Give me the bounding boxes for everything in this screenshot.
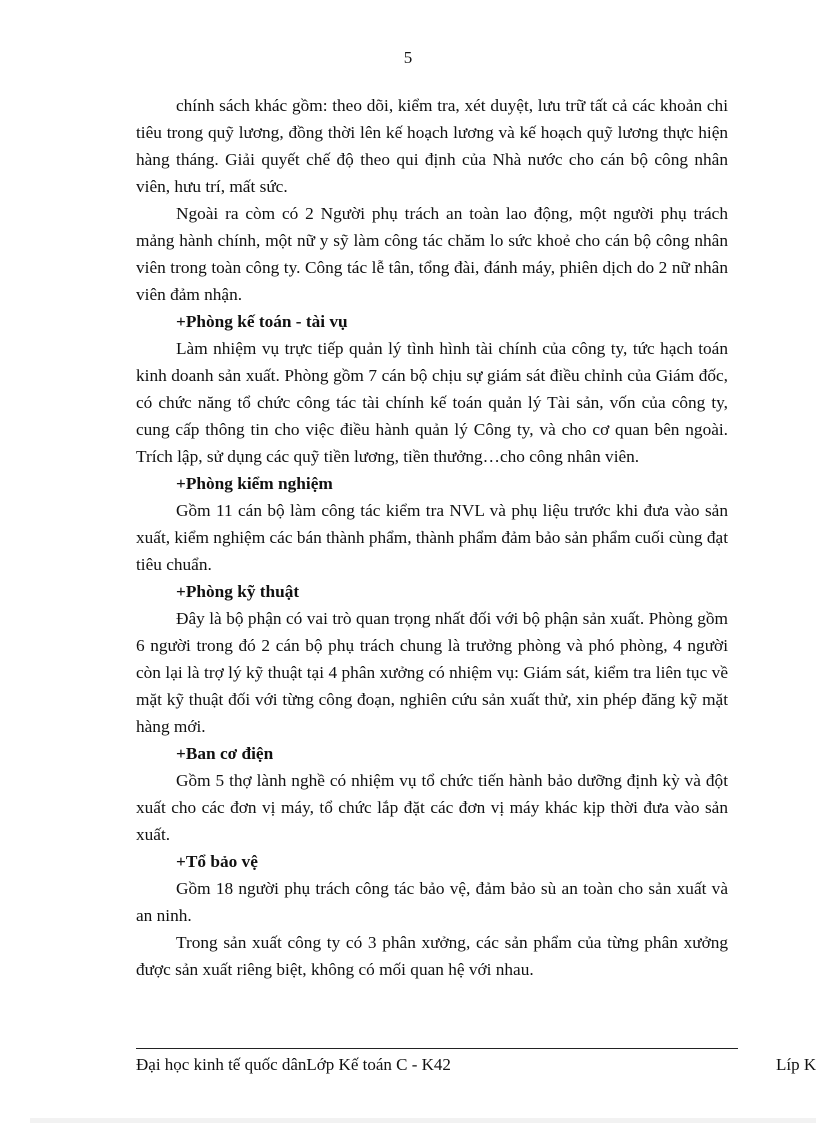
footer-divider — [136, 1048, 738, 1049]
paragraph-electromechanical-unit: Gồm 5 thợ lành nghề có nhiệm vụ tổ chức tiến hành bảo dưỡng định kỳ và đột xuất cho các đơn vị máy, tổ chức lắp đặt các đơn vị máy khác kịp thời đưa vào sản xuất. — [136, 771, 728, 844]
paragraph-production-workshops: Trong sản xuất công ty có 3 phân xưởng, các sản phẩm của từng phân xưởng được sản xuất riêng biệt, không có mối quan hệ với nhau. — [136, 933, 728, 979]
paragraph-additional-staff: Ngoài ra còm có 2 Người phụ trách an toàn lao động, một người phụ trách mảng hành chính, một nữ y sỹ làm công tác chăm lo sức khoẻ cho cán bộ công nhân viên trong toàn công ty. Công tác lễ tân, tổng đài, đánh máy, phiên dịch do 2 nữ nhân viên đảm nhận. — [136, 204, 728, 304]
page-bottom-edge — [30, 1118, 816, 1123]
paragraph-accounting-department: Làm nhiệm vụ trực tiếp quản lý tình hình tài chính của công ty, tức hạch toán kinh doanh sản xuất. Phòng gồm 7 cán bộ chịu sự giám sát điều chỉnh của Giám đốc, có chức năng tổ chức công tác tài chính kế toán quản lý Tài sản, vốn của công ty, cung cấp thông tin cho việc điều hành quản lý Công ty, và cho cơ quan bên ngoài. Trích lập, sử dụng các quỹ tiền lương, tiền thưởng…cho công nhân viên. — [136, 339, 728, 466]
document-body — [136, 92, 728, 983]
paragraph-security-team: Gồm 18 người phụ trách công tác bảo vệ, đảm bảo sù an toàn cho sản xuất và an ninh. — [136, 879, 728, 925]
heading-technical-department: +Phòng kỹ thuật — [176, 582, 300, 601]
footer-university-class: Đại học kinh tế quốc dânLớp Kế toán C - K42 — [136, 1055, 451, 1074]
heading-inspection-department: +Phòng kiểm nghiệm — [176, 474, 333, 493]
page-number: 5 — [403, 48, 413, 67]
paragraph-inspection-department: Gồm 11 cán bộ làm công tác kiểm tra NVL và phụ liệu trước khi đưa vào sản xuất, kiểm nghiệm các bán thành phẩm, thành phẩm đảm bảo sản phẩm cuối cùng đạt tiêu chuẩn. — [136, 501, 728, 574]
footer-class-truncated: Líp K — [776, 1055, 816, 1074]
paragraph-salary-policy: chính sách khác gồm: theo dõi, kiểm tra, xét duyệt, lưu trữ tất cả các khoản chi tiêu trong quỹ lương, đồng thời lên kế hoạch lương và kế hoạch quỹ lương thực hiện hàng tháng. Giải quyết chế độ theo qui định của Nhà nước cho cán bộ công nhân viên, hưu trí, mất sức. — [136, 96, 728, 196]
heading-security-team: +Tổ bảo vệ — [176, 852, 258, 871]
heading-accounting-department: +Phòng kế toán - tài vụ — [176, 312, 348, 331]
paragraph-technical-department: Đây là bộ phận có vai trò quan trọng nhất đối với bộ phận sản xuất. Phòng gồm 6 người trong đó 2 cán bộ phụ trách chung là trưởng phòng và phó phòng, 4 người còn lại là trợ lý kỹ thuật tại 4 phân xưởng có nhiệm vụ: Giám sát, kiểm tra liên tục về mặt kỹ thuật đối với từng công đoạn, nghiên cứu sản xuất thử, xin phép đăng kỹ mặt hàng mới. — [136, 609, 728, 736]
heading-electromechanical-unit: +Ban cơ điện — [176, 744, 274, 763]
